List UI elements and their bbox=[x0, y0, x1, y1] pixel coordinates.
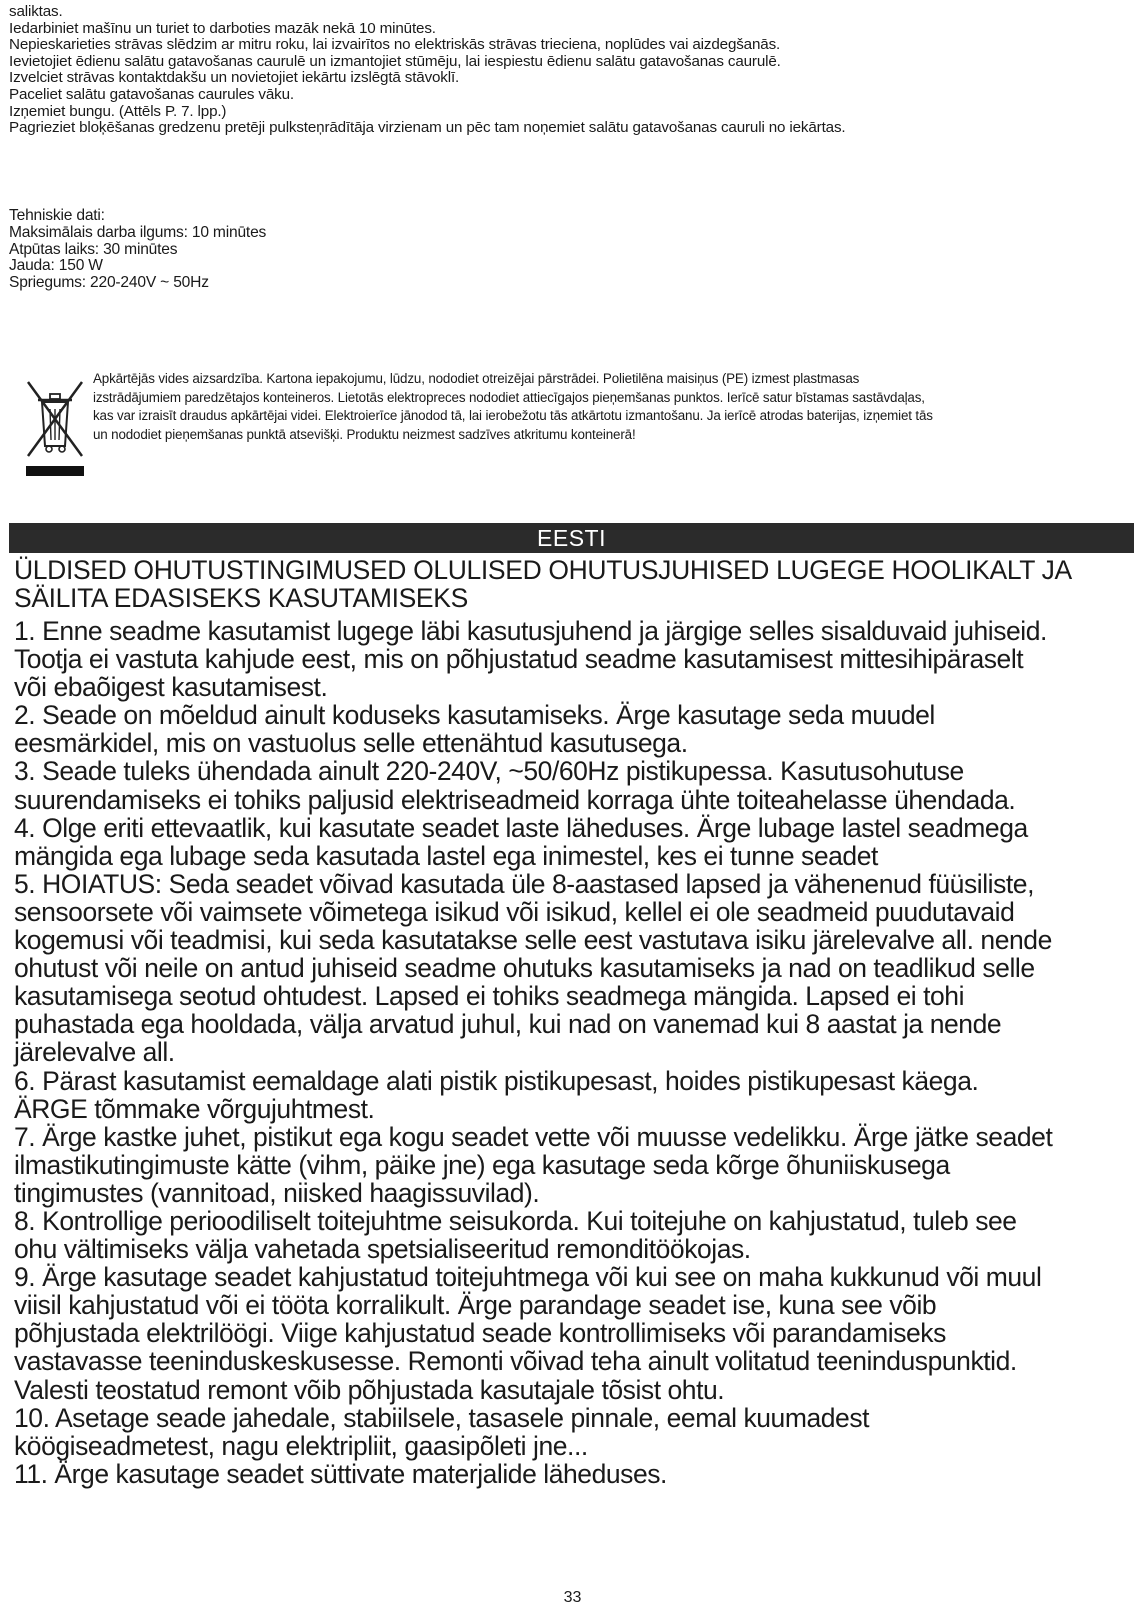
instruction-line: Izvelciet strāvas kontaktdakšu un novietojiet iekārtu izslēgtā stāvoklī. bbox=[9, 69, 460, 87]
body-line: 1. Enne seadme kasutamist lugege läbi kasutusjuhend ja järgige selles sisalduvaid juhiseid. bbox=[14, 616, 1047, 646]
body-line: vastavasse teeninduskeskusesse. Remonti võivad teha ainult volitatud teeninduspunktid. bbox=[14, 1346, 1017, 1377]
instruction-line: Nepieskarieties strāvas slēdzim ar mitru roku, lai izvairītos no elektriskās strāvas trieciena, noplūdes vai aizdegšanās. bbox=[9, 36, 781, 54]
spec-line: Atpūtas laiks: 30 minūtes bbox=[9, 240, 178, 258]
spec-line: Maksimālais darba ilgums: 10 minūtes bbox=[9, 223, 267, 241]
body-line: kogemusi või teadmisi, kui seda kasutatakse selle eest vastutava isiku järelevalve all. nende bbox=[14, 925, 1052, 956]
spec-line: Jauda: 150 W bbox=[9, 257, 103, 275]
page-number: 33 bbox=[563, 1589, 582, 1606]
body-line: kasutamisega seotud ohtudest. Lapsed ei tohiks seadmega mängida. Lapsed ei tohi bbox=[14, 981, 965, 1012]
body-line: või ebaõigest kasutamisest. bbox=[14, 672, 328, 703]
environment-notice bbox=[93, 370, 1133, 444]
body-line: köögiseadmetest, nagu elektripliit, gaasipõleti jne... bbox=[14, 1430, 588, 1461]
body-line: 7. Ärge kastke juhet, pistikut ega kogu seadet vette või muusse vedelikku. Ärge jätke seadet bbox=[14, 1121, 1053, 1152]
body-line: 2. Seade on mõeldud ainult koduseks kasutamiseks. Ärge kasutage seda muudel bbox=[14, 700, 935, 731]
body-line: ohutust või neile on antud juhiseid seadme ohutuks kasutamiseks ja nad on teadlikud selle bbox=[14, 953, 1035, 984]
body-line: suurendamiseks ei tohiks paljusid elektriseadmeid korraga ühte toiteahelasse ühendada. bbox=[14, 784, 1016, 815]
body-line: viisil kahjustatud või ei tööta korralikult. Ärge parandage seadet ise, kuna see võib bbox=[14, 1290, 937, 1321]
body-line: 9. Ärge kasutage seadet kahjustatud toitejuhtmega või kui see on maha kukkunud või muul bbox=[14, 1262, 1042, 1293]
body-line: puhastada ega hooldada, välja arvatud juhul, kui nad on vanemad kui 8 aastat ja nende bbox=[14, 1009, 1002, 1040]
body-line: ÄRGE tõmmake võrgujuhtmest. bbox=[14, 1093, 375, 1124]
section-header-eesti: EESTI bbox=[9, 523, 1134, 553]
body-line: tingimustes (vannitoad, niisked haagissuvilad). bbox=[14, 1177, 540, 1208]
estonian-safety-instructions bbox=[14, 617, 1139, 1488]
instruction-line: Iedarbiniet mašīnu un turiet to darboties mazāk nekā 10 minūtes. bbox=[9, 19, 436, 37]
body-line: 8. Kontrollige perioodiliselt toitejuhtme seisukorda. Kui toitejuhe on kahjustatud, tuleb see bbox=[14, 1205, 1017, 1236]
body-line: 10. Asetage seade jahedale, stabiilsele, tasasele pinnale, eemal kuumadest bbox=[14, 1402, 870, 1433]
body-line: ohu vältimiseks välja vahetada spetsialiseeritud remonditöökojas. bbox=[14, 1234, 751, 1265]
body-line: 5. HOIATUS: Seda seadet võivad kasutada üle 8-aastased lapsed ja vähenenud füüsiliste, bbox=[14, 868, 1034, 899]
instruction-line: Pagrieziet bloķēšanas gredzenu pretēji pulksteņrādītāja virzienam un pēc tam noņemiet salātu gatavošanas cauruli no iekārtas. bbox=[9, 119, 846, 137]
environment-line: kas var izraisīt draudus apkārtējai videi. Elektroierīce jānodod tā, lai ierobežotu tās atkārtotu izmantošanu. Ja ierīcē atrodas baterijas, izņemiet tās bbox=[93, 408, 933, 424]
crossed-out-wheelie-bin-icon bbox=[22, 374, 88, 480]
body-line: Valesti teostatud remont võib põhjustada kasutajale tõsist ohtu. bbox=[14, 1374, 725, 1405]
latvian-instructions bbox=[9, 4, 1129, 137]
body-line: Tootja ei vastuta kahjude eest, mis on põhjustatud seadme kasutamisest mittesihipäraselt bbox=[14, 644, 1024, 675]
specs-heading: Tehniskie dati: bbox=[9, 207, 105, 224]
environment-line: Apkārtējās vides aizsardzība. Kartona iepakojumu, lūdzu, nododiet otreizējai pārstrādei. Polietilēna maisiņus (PE) izmest plastmasas bbox=[93, 371, 860, 386]
body-line: mängida ega lubage seda kasutada lastel ega inimestel, kes ei tunne seadet bbox=[14, 840, 878, 871]
body-line: 6. Pärast kasutamist eemaldage alati pistik pistikupesast, hoides pistikupesast käega. bbox=[14, 1065, 979, 1096]
body-line: sensoorsete või vaimsete võimetega isikud või isikud, kellel ei ole seadmeid puudutavaid bbox=[14, 896, 1015, 927]
instruction-line: Paceliet salātu gatavošanas caurules vāku. bbox=[9, 85, 294, 103]
body-line: ilmastikutingimuste kätte (vihm, päike jne) ega kasutage seda kõrge õhuniiskusega bbox=[14, 1149, 950, 1180]
body-line: 3. Seade tuleks ühendada ainult 220-240V, ~50/60Hz pistikupessa. Kasutusohutuse bbox=[14, 756, 964, 787]
environment-line: izstrādājumiem paredzētajos konteineros. Lietotās elektropreces nododiet attiecīgajos pieņemšanas punktos. Ierīcē satur bīstamas sastāvdaļas, bbox=[93, 389, 925, 405]
instruction-line: saliktas. bbox=[9, 3, 63, 20]
instruction-line: Ievietojiet ēdienu salātu gatavošanas caurulē un izmantojiet stūmēju, lai iespiestu ēdienu salātu gatavošanas caurulē. bbox=[9, 52, 781, 70]
spec-line: Spriegums: 220-240V ~ 50Hz bbox=[9, 274, 209, 292]
body-line: 11. Ärge kasutage seadet süttivate materjalide läheduses. bbox=[14, 1458, 667, 1489]
body-line: eesmärkidel, mis on vastuolus selle ettenähtud kasutusega. bbox=[14, 728, 688, 759]
technical-specs bbox=[9, 208, 266, 292]
instruction-line: Izņemiet bungu. (Attēls P. 7. lpp.) bbox=[9, 102, 227, 120]
body-line: järelevalve all. bbox=[14, 1037, 175, 1068]
environment-line: un nododiet pieņemšanas punktā atsevišķi. Produktu neizmest sadzīves atkritumu konteinerā! bbox=[93, 426, 636, 442]
estonian-safety-title bbox=[14, 556, 1139, 612]
body-line: 4. Olge eriti ettevaatlik, kui kasutate seadet laste läheduses. Ärge lubage lastel seadmega bbox=[14, 812, 1028, 843]
title-line: ÜLDISED OHUTUSTINGIMUSED OLULISED OHUTUSJUHISED LUGEGE HOOLIKALT JA bbox=[14, 555, 1072, 585]
body-line: põhjustada elektrilöögi. Viige kahjustatud seade kontrollimiseks või parandamiseks bbox=[14, 1318, 946, 1349]
title-line: SÄILITA EDASISEKS KASUTAMISEKS bbox=[14, 583, 468, 613]
